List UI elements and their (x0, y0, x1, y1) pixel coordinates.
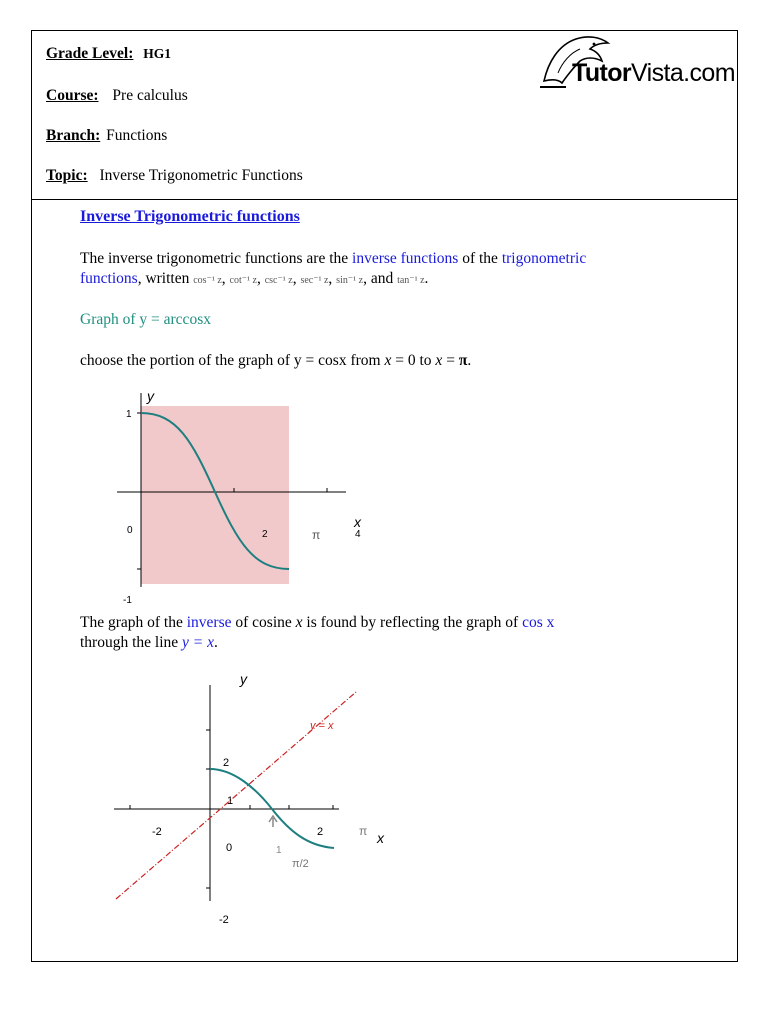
pi-half-arrow-icon (269, 816, 277, 827)
tutorvista-logo (536, 33, 736, 91)
reflection-graph (104, 671, 404, 926)
tick-y-2: 2 (223, 757, 230, 769)
header-divider (32, 199, 737, 200)
tick-x-pi: π (312, 528, 321, 542)
graph-heading: Graph of y = arccosx (80, 311, 211, 328)
inverse-functions-link[interactable]: inverse functions (352, 250, 459, 267)
worksheet-page (31, 30, 738, 962)
cosine-graph (102, 381, 372, 606)
formula-arcsec: sec⁻¹ z (300, 275, 329, 286)
tick-y-1: 1 (227, 795, 234, 807)
trigonometric-functions-link[interactable]: trigonometric functions (80, 250, 587, 287)
formula-arccot: cot⁻¹ z (229, 275, 257, 286)
line-label: y = x (310, 720, 334, 732)
formula-arctan: tan⁻¹ z (397, 275, 425, 286)
branch-row (46, 127, 167, 145)
tick-x-2: 2 (262, 529, 268, 540)
branch-value: Functions (106, 127, 168, 144)
y-axis-label: y (240, 671, 247, 687)
grade-level-label: Grade Level: (46, 45, 134, 62)
pi-half-label: π/2 (292, 858, 309, 870)
x-axis-label: x (377, 830, 384, 846)
section-title: Inverse Trigonometric functions (80, 208, 300, 225)
tick-y-minus-1: -1 (123, 595, 132, 606)
tick-x-0: 0 (226, 842, 233, 854)
branch-label: Branch: (46, 127, 101, 144)
formula-arccos: cos⁻¹ z (193, 275, 222, 286)
tick-x-pi: π (359, 824, 368, 838)
cos-x-link[interactable]: cos x (522, 614, 555, 631)
line-y-equals-x: y = x (182, 634, 214, 651)
formula-arccsc: csc⁻¹ z (264, 275, 293, 286)
formula-arcsin: sin⁻¹ z (336, 275, 364, 286)
tick-y-1: 1 (126, 409, 132, 420)
reflection-paragraph: The graph of the inverse of cosine x is found by reflecting the graph of cos x through the line y = x. (80, 614, 555, 651)
choose-portion-text: choose the portion of the graph of y = cosx from x = 0 to x = π. (80, 352, 472, 369)
intro-paragraph: The inverse trigonometric functions are the inverse functions of the trigonometric functions, written cos⁻¹ z, cot⁻¹ z, csc⁻¹ z, sec⁻¹ z, sin⁻¹ z, and tan⁻¹ z. (80, 250, 587, 287)
topic-value: Inverse Trigonometric Functions (99, 167, 303, 184)
logo-wordmark: TutorVista.com (572, 59, 735, 87)
tick-x-4: 4 (355, 529, 361, 540)
tick-x-minus-2: -2 (152, 826, 162, 838)
y-axis-label: y (147, 388, 154, 404)
tick-x-0: 0 (127, 525, 133, 536)
inverse-link[interactable]: inverse (186, 614, 232, 631)
topic-row (46, 167, 303, 185)
shaded-domain (141, 406, 289, 584)
x-axis-label: x (354, 514, 361, 530)
tick-x-2: 2 (317, 826, 324, 838)
course-row (46, 87, 188, 105)
course-value: Pre calculus (112, 87, 188, 104)
grade-level-row (46, 45, 171, 63)
course-label: Course: (46, 87, 99, 104)
grade-level-value: HG1 (143, 46, 172, 61)
tick-x-1: 1 (276, 845, 282, 856)
tick-y-minus-2: -2 (219, 914, 229, 926)
topic-label: Topic: (46, 167, 88, 184)
